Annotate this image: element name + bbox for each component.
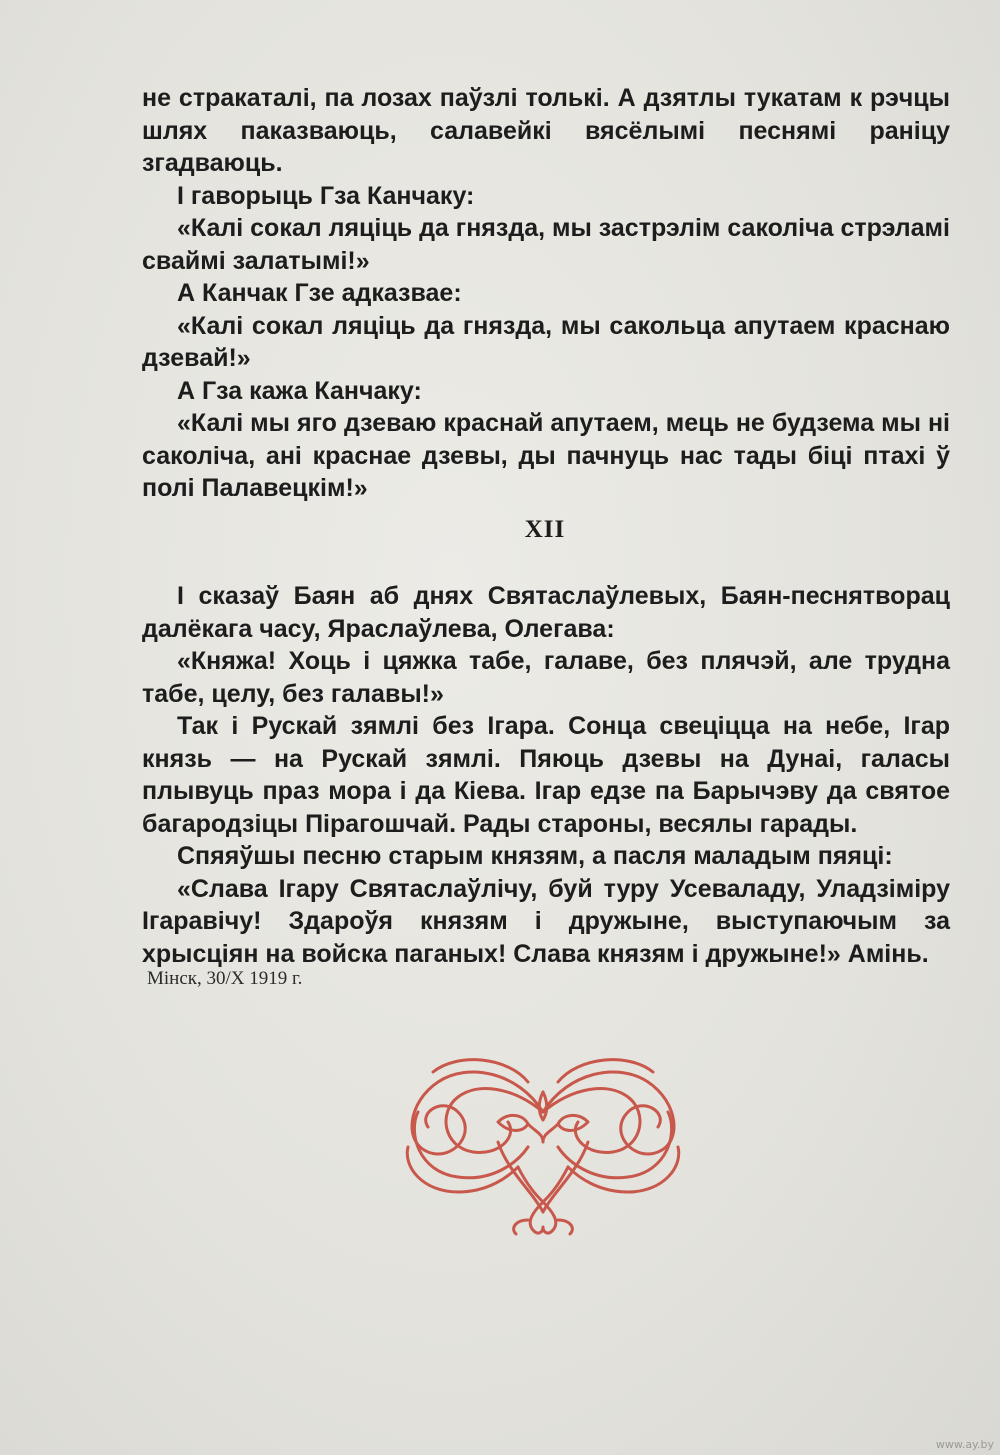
interlace-knot-ornament-icon — [398, 1052, 688, 1242]
paragraph: І сказаў Баян аб днях Святаслаўлевых, Баян-песнятворац далёкага часу, Яраслаўлева, Олегава: — [142, 582, 950, 643]
text-block-bottom — [142, 580, 950, 970]
paragraph: А Гза кажа Канчаку: — [177, 376, 422, 405]
section-heading: XII — [524, 516, 566, 543]
dateline: Мінск, 30/X 1919 г. — [147, 968, 303, 989]
paragraph: Так і Рускай зямлі без Ігара. Сонца свеціцца на небе, Ігар князь — на Рускай зямлі. Пяюць дзевы на Дунаі, галасы плывуць праз мора і да Кіева. Ігар едзе па Барычэву да святое багародзіцы Пірагошчай. Рады староны, весялы гарады. — [142, 712, 950, 838]
paragraph: «Слава Ігару Святаслаўлічу, буй туру Усеваладу, Уладзіміру Ігаравічу! Здароўя князям і дружыне, выступаючым за хрысціян на войска паганых! Слава князям і дружыне!» Амінь. — [142, 874, 950, 968]
paragraph: І гаворыць Гза Канчаку: — [177, 181, 475, 210]
paragraph: «Калі сокал ляціць да гнязда, мы сакольца апутаем краснаю дзевай!» — [142, 311, 950, 372]
watermark: www.ay.by — [935, 1438, 994, 1451]
paragraph: «Калі мы яго дзеваю краснай апутаем, мець не будзема мы ні саколіча, ані краснае дзевы, ды пачнуць нас тады біці птахі ў полі Палавецкім!» — [142, 409, 950, 502]
paragraph-continuation: не стракаталі, па лозах паўзлі толькі. А дзятлы тукатам к рэчцы шлях паказваюць, салавейкі вясёлымі песнямі раніцу згадваюць. — [142, 84, 950, 177]
paragraph: Спяяўшы песню старым князям, а пасля маладым пяяці: — [177, 842, 893, 870]
paragraph: «Княжа! Хоць і цяжка табе, галаве, без плячэй, але трудна табе, целу, без галавы!» — [142, 647, 950, 708]
paragraph: А Канчак Гзе адказвае: — [177, 279, 462, 307]
paragraph: «Калі сокал ляціць да гнязда, мы застрэлім саколіча стрэламі сваймі залатымі!» — [142, 214, 950, 275]
text-block-top — [142, 82, 950, 505]
